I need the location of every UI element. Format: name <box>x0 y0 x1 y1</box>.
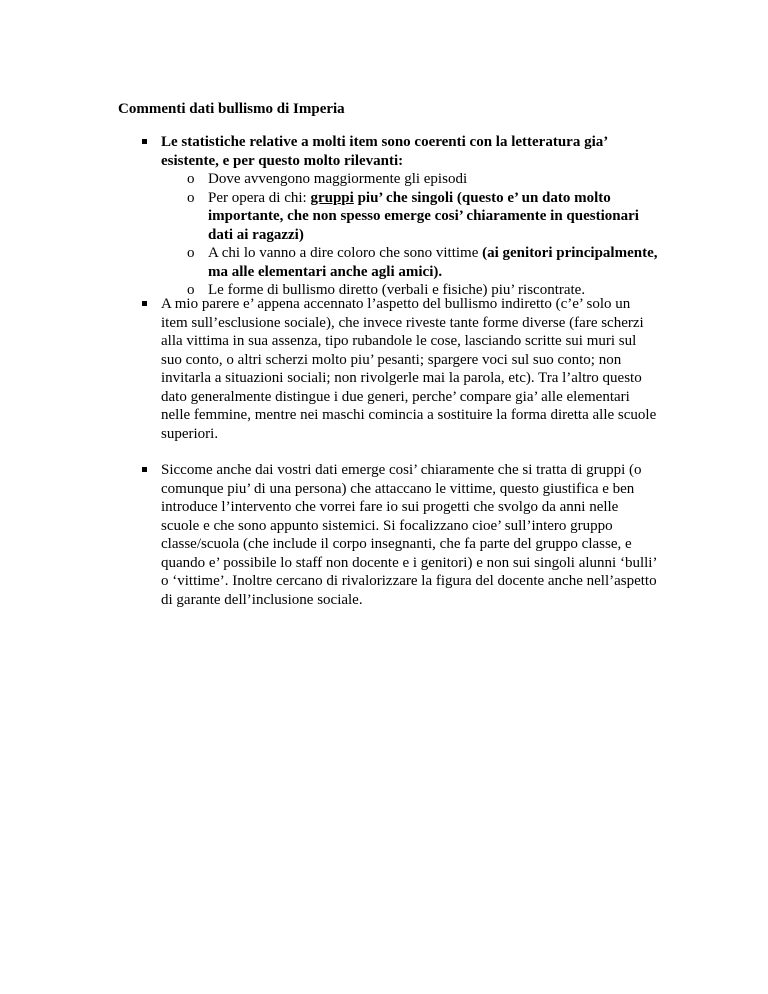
square-bullet-icon <box>142 301 147 306</box>
sub-item-where <box>187 170 658 189</box>
bullet-item-groups <box>118 461 658 609</box>
circle-bullet-icon: o <box>187 282 195 298</box>
bullet-text: A mio parere e’ appena accennato l’aspetto del bullismo indiretto (c’e’ solo un item sull’esclusione sociale), che invece riveste tante forme diverse (fare scherzi alla vittima in sua assenza, tipo rubandole le cose, lasciando scritte sui muri sul suo conto, o altri scherzi molto piu’ pesanti; spargere voci sul suo conto; non invitarla a situazioni sociali; non rivolgerle mai la parola, etc). Tra l’altro questo dato generalmente distingue i due generi, perche’ compare gia’ alle elementari nelle femmine, mentre nei maschi comincia a sostituire la forma diretta alle scuole superiori. <box>161 296 657 442</box>
bullet-item-indirect-bullying <box>118 295 658 443</box>
circle-bullet-icon: o <box>187 245 195 261</box>
square-bullet-icon <box>142 467 147 472</box>
bullet-text: Siccome anche dai vostri dati emerge cosi’ chiaramente che si tratta di gruppi (o comunque piu’ di una persona) che attaccano le vittime, questo giustifica e ben introduce l’intervento che vorrei fare io sui progetti che svolgo da anni nelle scuole e che sono appunto sistemici. Si focalizzano cioe’ sull’intero gruppo classe/scuola (che include il corpo insegnanti, che fa parte del gruppo classe, e quando e’ possibile lo staff non docente e i genitori) e non sui singoli alunni ‘bulli’ o ‘vittime’. Inoltre cercano di rivalorizzare la figura del docente anche nell’aspetto di garante dell’inclusione sociale. <box>161 462 657 608</box>
sub-item-text-prefix: A chi lo vanno a dire coloro che sono vittime <box>208 245 483 261</box>
sub-item-underlined-word: gruppi <box>310 189 354 206</box>
circle-bullet-icon: o <box>187 171 195 187</box>
document-title: Commenti dati bullismo di Imperia <box>118 101 345 117</box>
square-bullet-icon <box>142 139 147 144</box>
sub-item-text: Dove avvengono maggiormente gli episodi <box>208 171 468 187</box>
sub-item-whom <box>187 244 658 281</box>
sub-item-bold-text: piu’ che singoli (questo e’ un dato molto importante, che non spesso emerge cosi’ chiaramente in questionari dati ai ragazzi) <box>208 189 639 243</box>
circle-bullet-icon: o <box>187 189 195 206</box>
bullet-item-statistics <box>118 133 658 300</box>
sub-item-bold-text: (ai genitori principalmente, ma alle elementari anche agli amici). <box>208 245 658 280</box>
bullet-text: Le statistiche relative a molti item sono coerenti con la letteratura gia’ esistente, e per questo molto rilevanti: <box>161 134 608 169</box>
sub-item-text: Le forme di bullismo diretto (verbali e fisiche) piu’ riscontrate. <box>208 282 586 298</box>
sub-item-text-prefix: Per opera di chi: <box>208 189 311 206</box>
sub-item-who <box>187 189 658 245</box>
